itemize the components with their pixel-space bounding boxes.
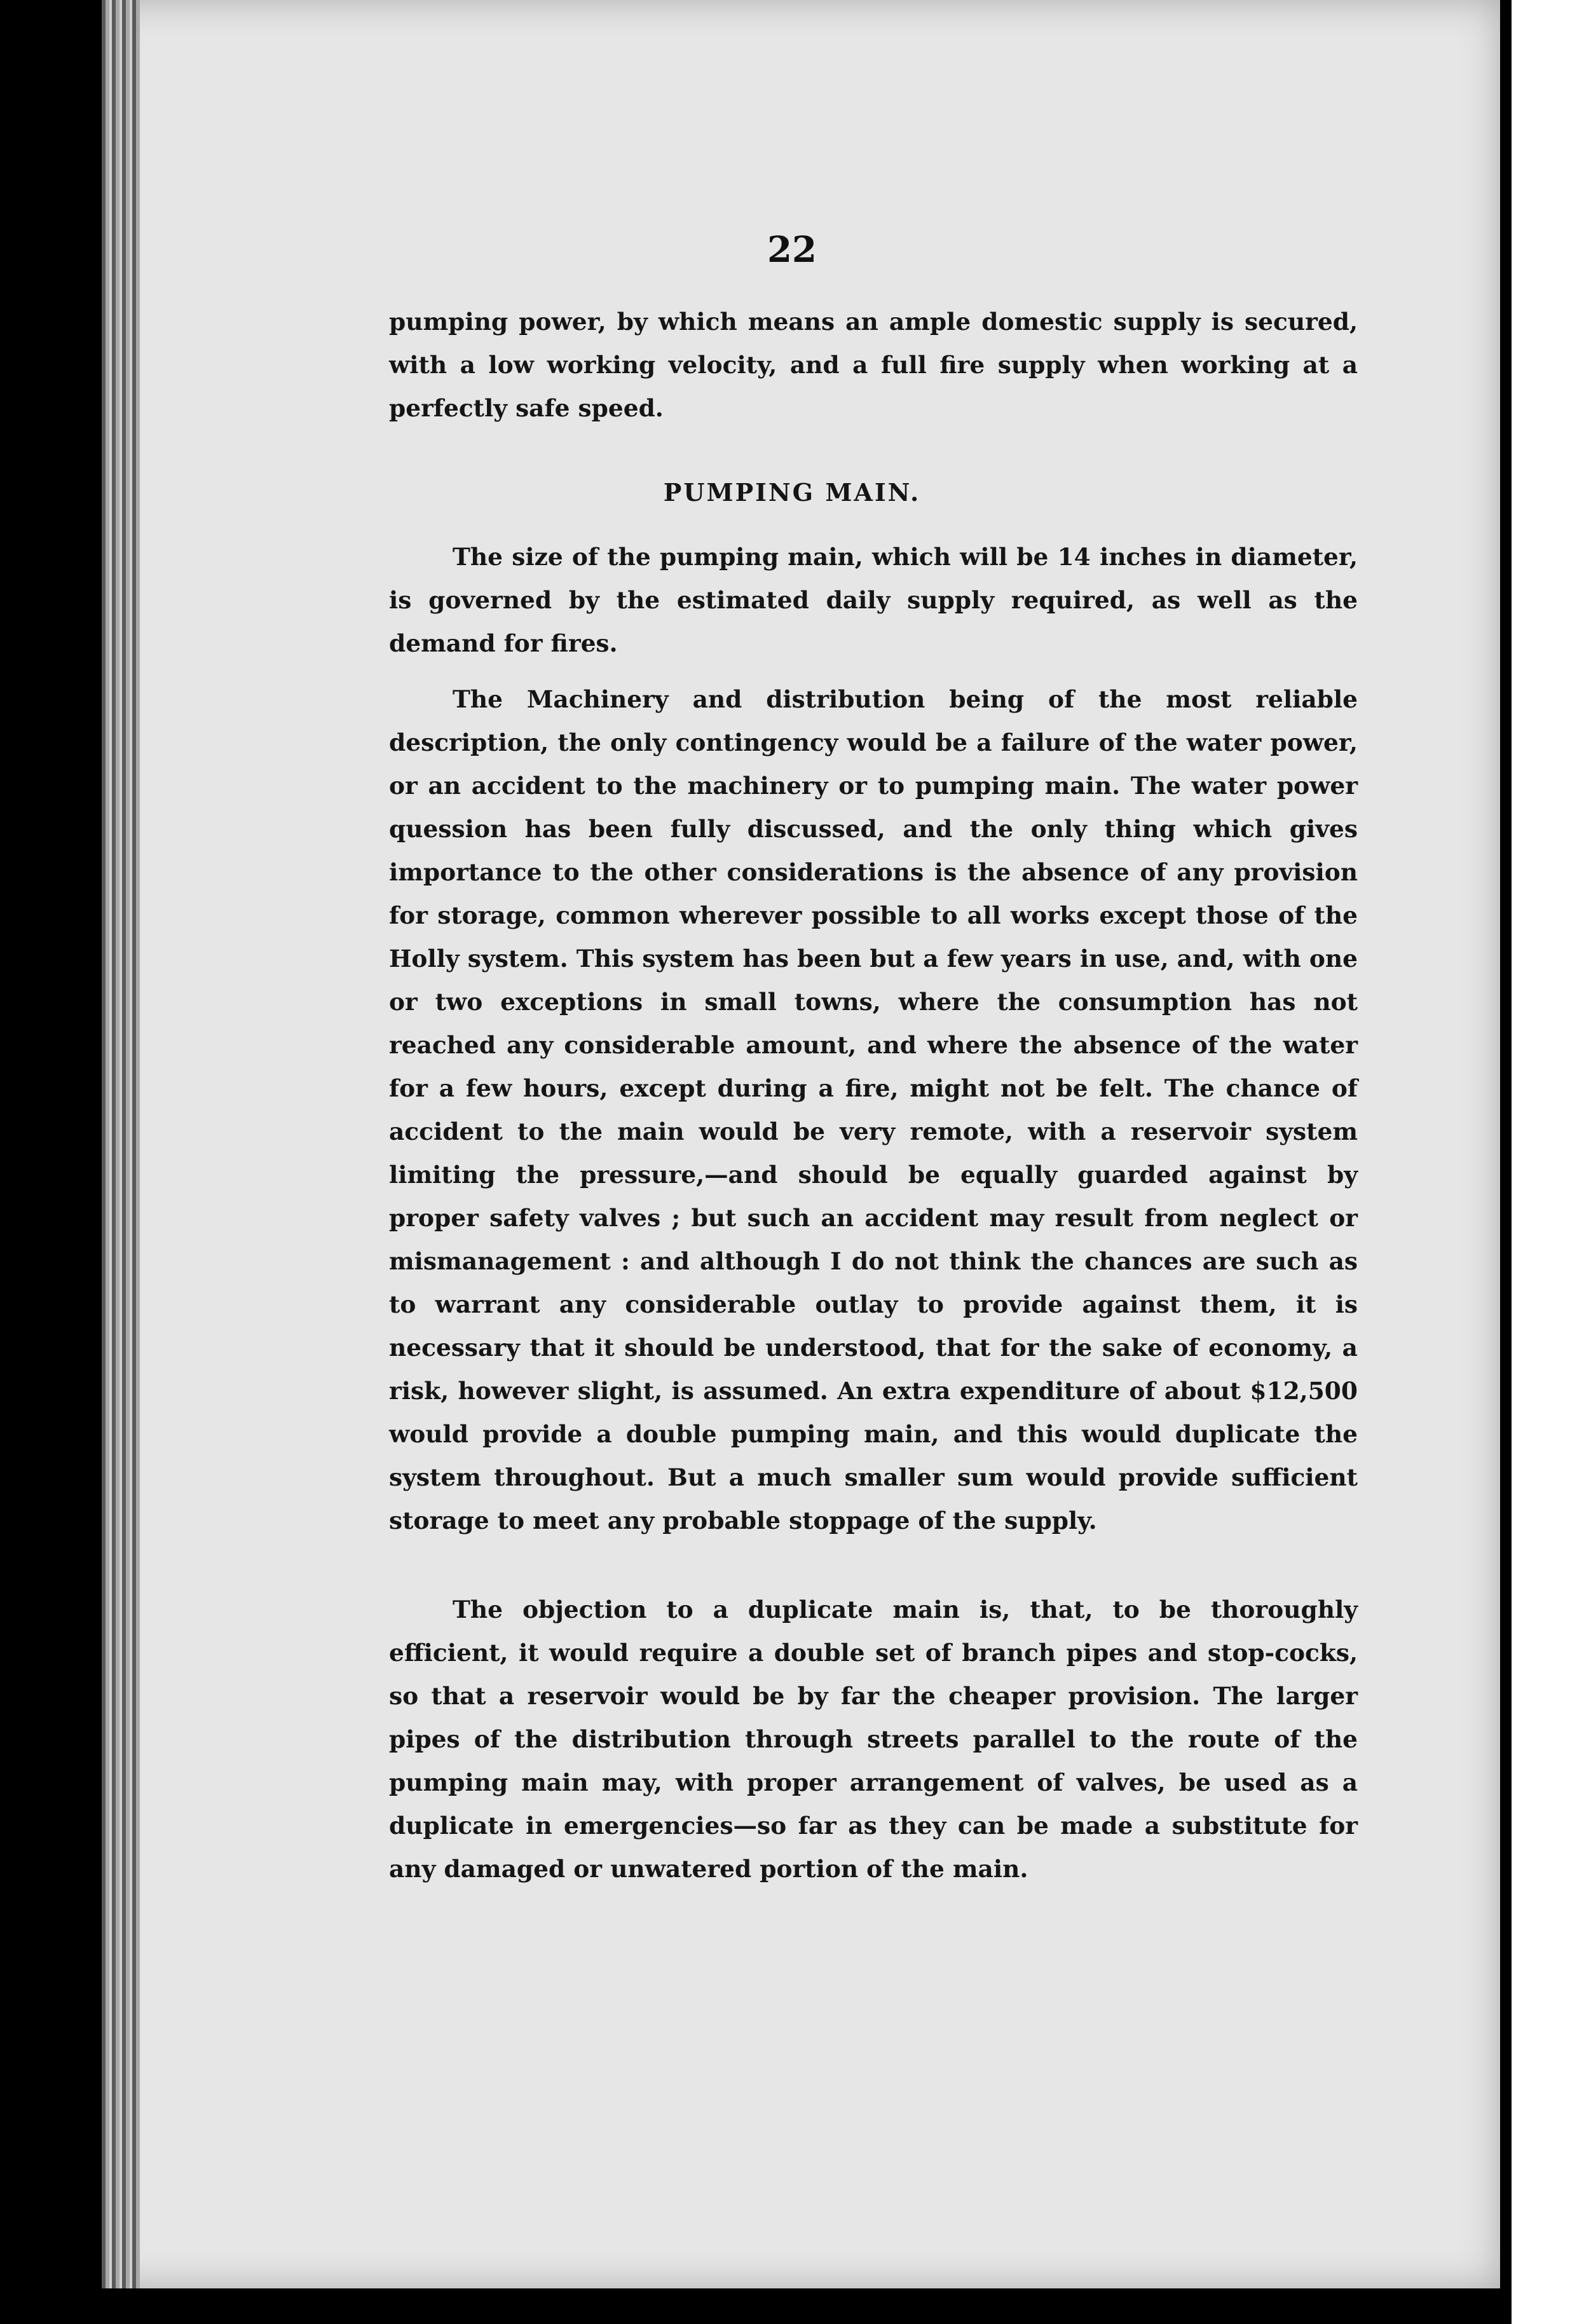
scan-speck [11, 140, 18, 146]
adjacent-page-strip [1500, 0, 1584, 2324]
paragraph-1 [389, 535, 1358, 665]
page-gutter-shadow [1500, 0, 1512, 2324]
paragraph-text: The Machinery and distribution being of the most reliable description, the only contingency would be a failure of the water power, or an accident to the machinery or to pumping main. The water power quession has been fully discussed, and the only thing which gives importance to the other considerations is the absence of any provision for storage, common wherever possible to all works except those of the Holly system. This system has been but a few years in use, and, with one or two exceptions in small towns, where the consumption has not reached any considerable amount, and where the absence of the water for a few hours, except during a fire, might not be felt. The chance of accident to the main would be very remote, with a reservoir system limiting the pressure,—and should be equally guarded against by proper safety valves ; but such an accident may result from neglect or mismanagement : and although I do not think the chances are such as to warrant any considerable outlay to provide against them, it is necessary that it should be understood, that for the sake of economy, a risk, however slight, is assumed. An extra expenditure of about $12,500 would provide a double pumping main, and this would duplicate the system throughout. But a much smaller sum would provide sufficient storage to meet any probable stoppage of the supply. [389, 685, 1358, 1535]
page-number: 22 [767, 229, 817, 271]
continuation-paragraph [389, 300, 1358, 430]
paragraph-2 [389, 678, 1358, 1542]
continuation-text: pumping power, by which means an ample domestic supply is secured, with a low working velocity, and a full fire supply when working at a perfectly safe speed. [389, 308, 1358, 422]
paragraph-text: The size of the pumping main, which will be 14 inches in diameter, is governed by the estimated daily supply required, as well as the demand for fires. [389, 543, 1358, 657]
page-binding-edge [102, 0, 140, 2288]
paragraph-text: The objection to a duplicate main is, that, to be thoroughly efficient, it would require a double set of branch pipes and stop-cocks, so that a reservoir would be by far the cheaper provision. The larger pipes of the distribution through streets parallel to the route of the pumping main may, with proper arrangement of valves, be used as a duplicate in emergencies—so far as they can be made a substitute for any damaged or unwatered portion of the main. [389, 1596, 1358, 1883]
paragraph-3 [389, 1588, 1358, 1890]
scan-speck [13, 954, 19, 960]
section-heading: PUMPING MAIN. [663, 478, 921, 507]
scan-speck [19, 610, 29, 620]
scan-speck [15, 432, 24, 441]
